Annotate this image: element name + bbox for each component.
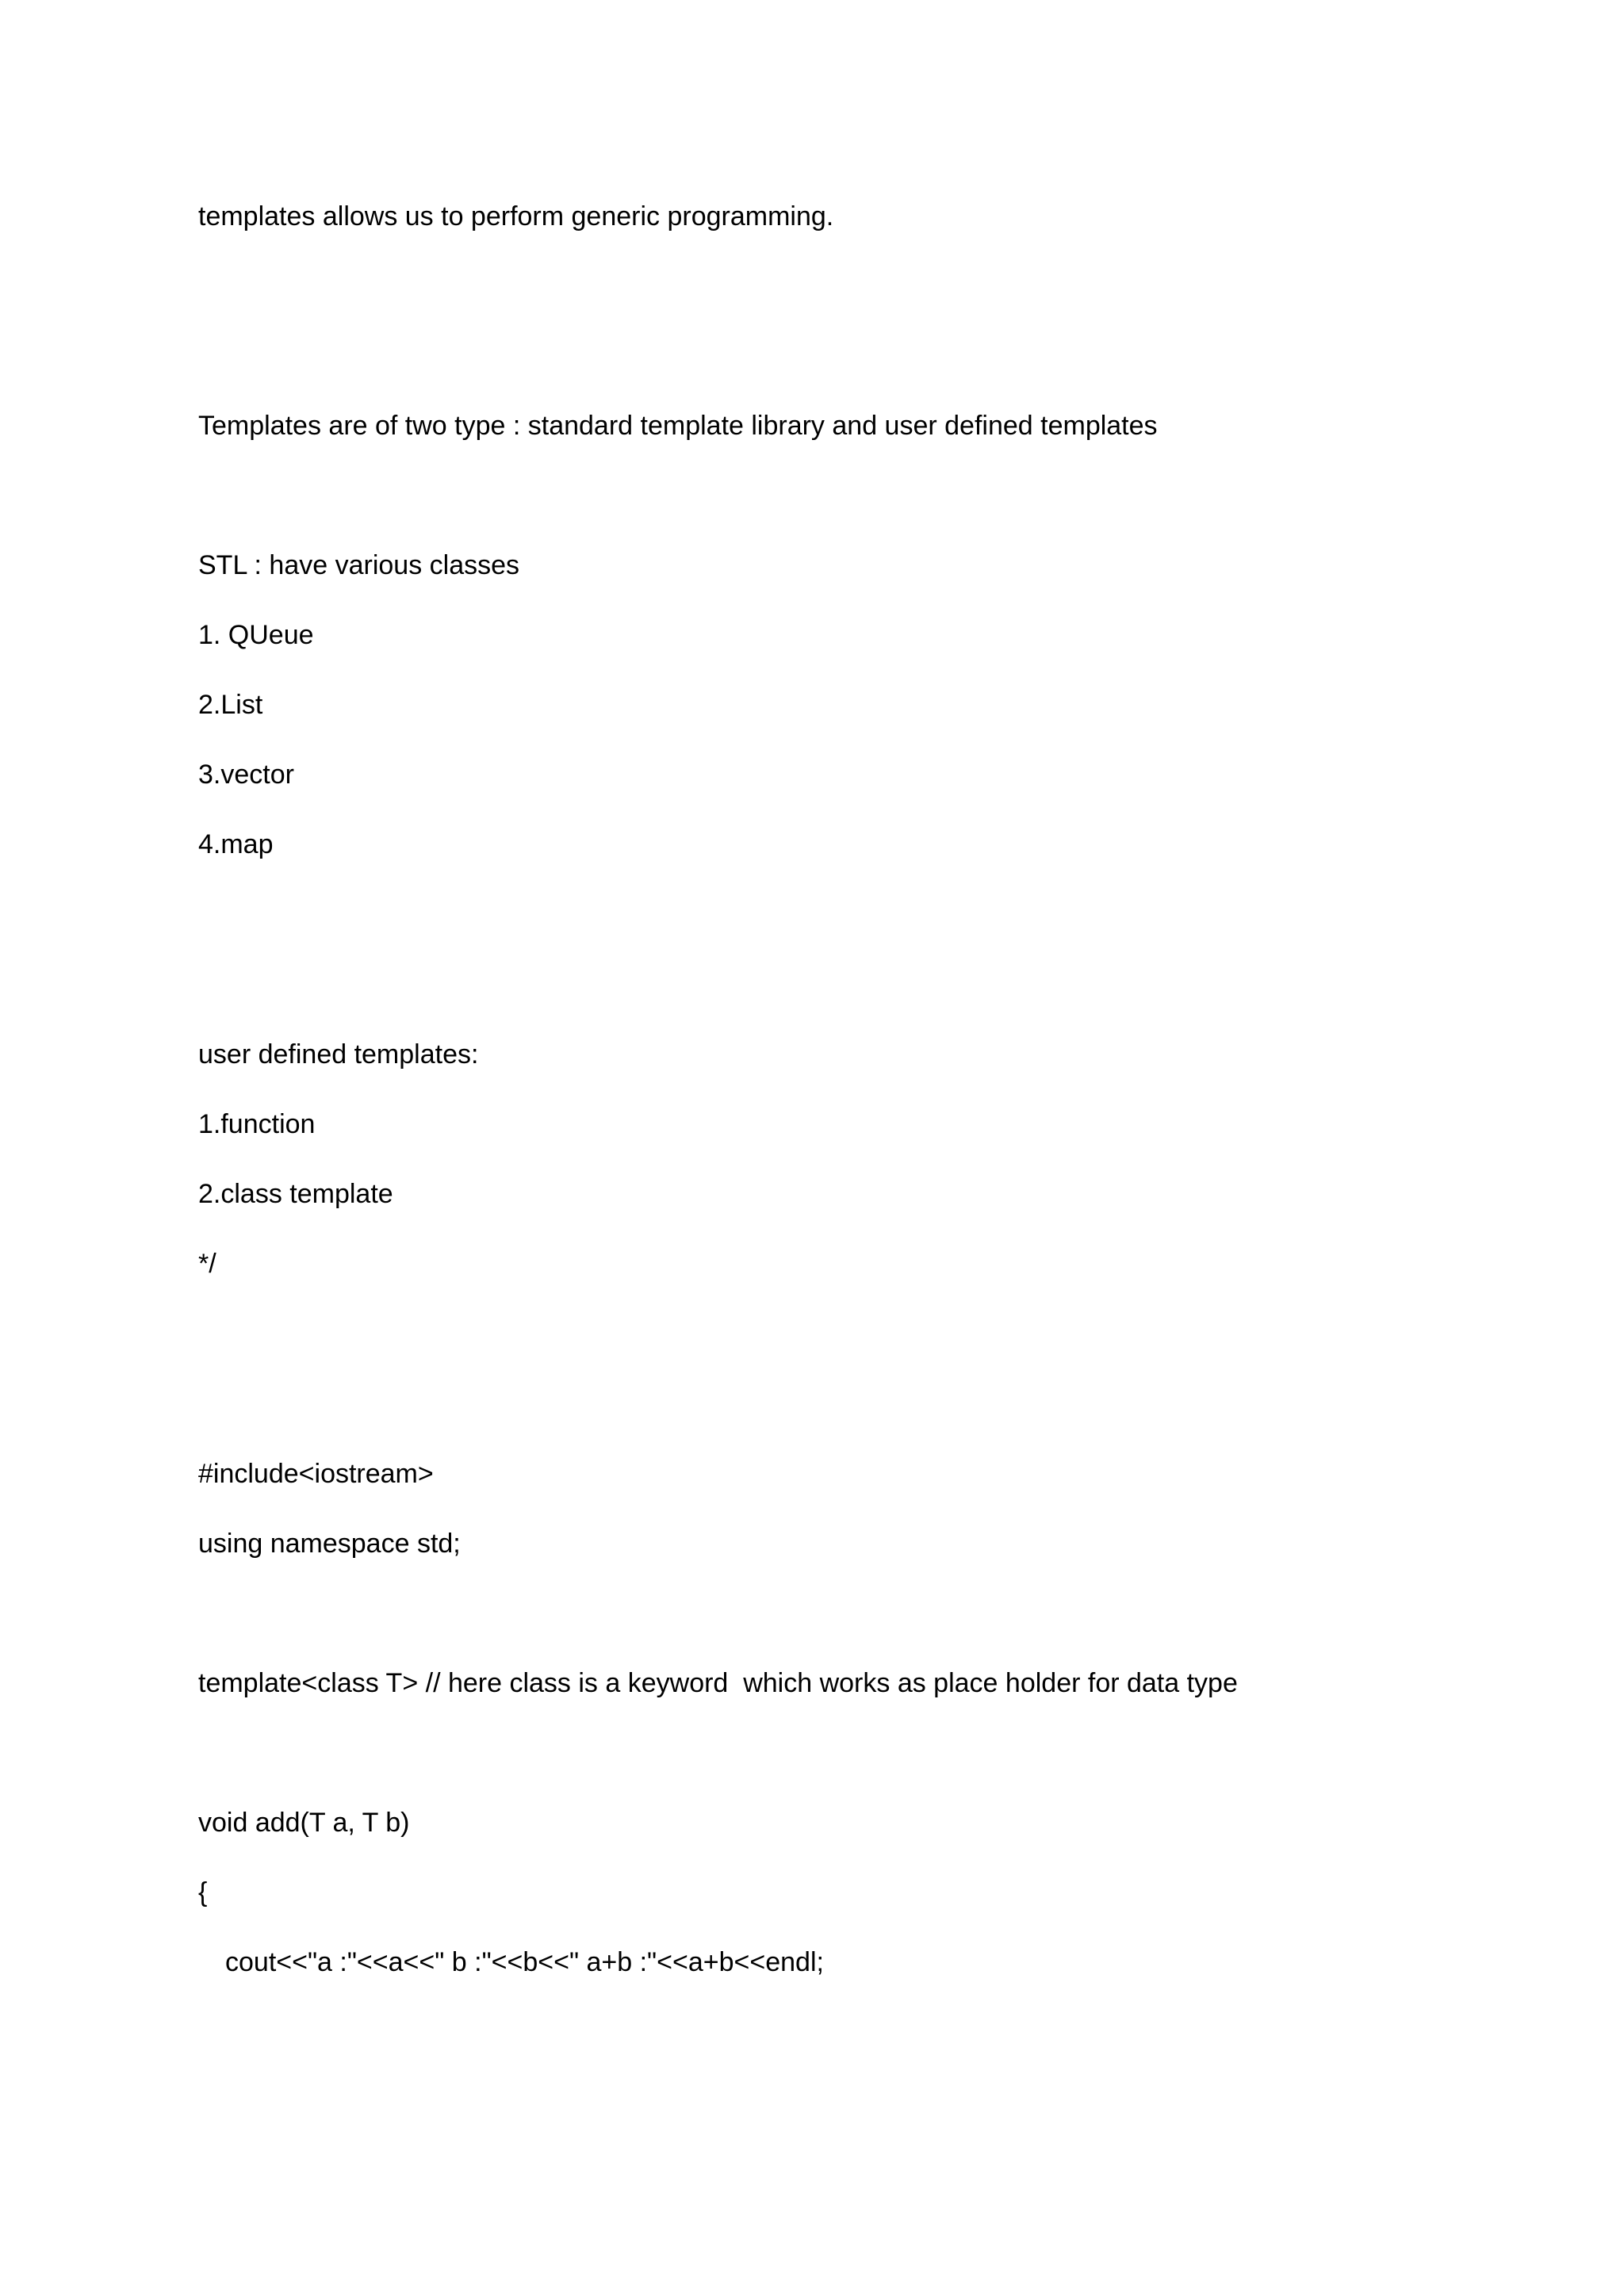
stl-item-vector: 3.vector bbox=[198, 760, 294, 790]
stl-item-list: 2.List bbox=[198, 690, 263, 720]
code-cout-statement: cout<<"a :"<<a<<" b :"<<b<<" a+b :"<<a+b<<endl; bbox=[225, 1947, 824, 1977]
stl-item-queue: 1. QUeue bbox=[198, 620, 314, 650]
code-template-declaration: template<class T> // here class is a keyword which works as place holder for data type bbox=[198, 1668, 1238, 1698]
user-defined-item-class-template: 2.class template bbox=[198, 1179, 393, 1209]
user-defined-heading: user defined templates: bbox=[198, 1039, 479, 1070]
code-using-namespace: using namespace std; bbox=[198, 1529, 461, 1559]
intro-line: templates allows us to perform generic programming. bbox=[198, 201, 834, 232]
stl-heading: STL : have various classes bbox=[198, 550, 520, 580]
code-open-brace: { bbox=[198, 1877, 208, 1908]
code-function-signature: void add(T a, T b) bbox=[198, 1808, 410, 1838]
comment-end: */ bbox=[198, 1249, 216, 1279]
stl-item-map: 4.map bbox=[198, 829, 274, 859]
code-include: #include<iostream> bbox=[198, 1459, 434, 1489]
template-types-line: Templates are of two type : standard template library and user defined templates bbox=[198, 411, 1158, 441]
user-defined-item-function: 1.function bbox=[198, 1109, 316, 1139]
